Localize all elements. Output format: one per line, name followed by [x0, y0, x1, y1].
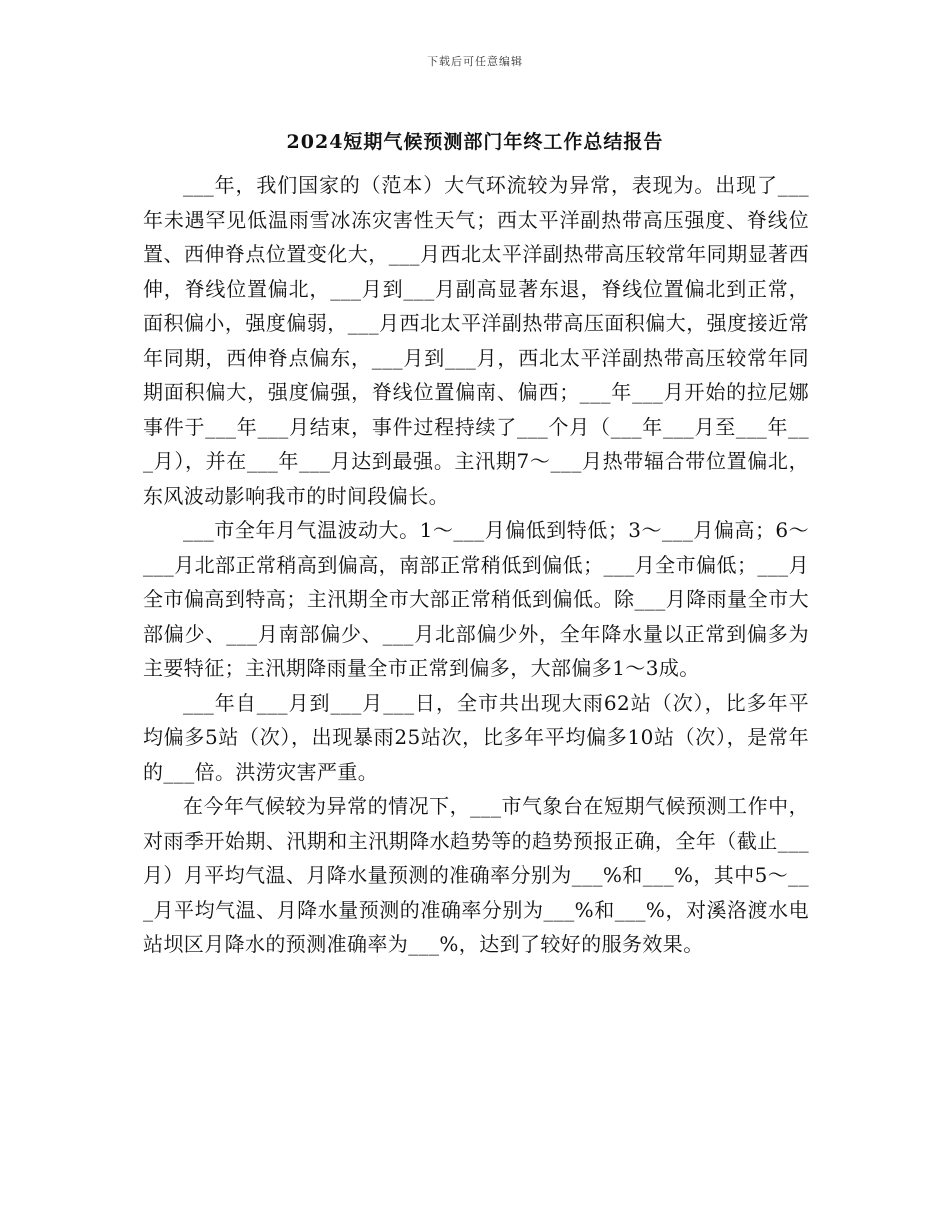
document-body — [143, 168, 809, 962]
header-note: 下载后可任意编辑 — [427, 55, 523, 68]
paragraph-forecast-accuracy: 在今年气候较为异常的情况下，___市气象台在短期气候预测工作中，对雨季开始期、汛期和主汛期降水趋势等的趋势预报正确，全年（截止___月）月平均气温、月降水量预测的准确率分别为___%和___%，其中5～___月平均气温、月降水量预测的准确率分别为___%和___%，对溪洛渡水电站坝区月降水的预测准确率为___%，达到了较好的服务效果。 — [143, 794, 809, 956]
paragraph-temperature-precipitation: ___市全年月气温波动大。1～___月偏低到特低；3～___月偏高；6～___月北部正常稍高到偏高，南部正常稍低到偏低；___月全市偏低；___月全市偏高到特高；主汛期全市大部正常稍低到偏低。除___月降雨量全市大部偏少、___月南部偏少、___月北部偏少外，全年降水量以正常到偏多为主要特征；主汛期降雨量全市正常到偏多，大部偏多1～3成。 — [143, 518, 809, 680]
document-title: 2024短期气候预测部门年终工作总结报告 — [286, 131, 664, 153]
paragraph-heavy-rain: ___年自___月到___月___日，全市共出现大雨62站（次），比多年平均偏多5站（次），出现暴雨25站次，比多年平均偏多10站（次），是常年的___倍。洪涝灾害严重。 — [143, 690, 809, 784]
paragraph-climate-circulation: ___年，我们国家的（范本）大气环流较为异常，表现为。出现了___年未遇罕见低温雨雪冰冻灾害性天气；西太平洋副热带高压强度、脊线位置、西伸脊点位置变化大，___月西北太平洋副热带高压较常年同期显著西伸，脊线位置偏北，___月到___月副高显著东退，脊线位置偏北到正常，面积偏小，强度偏弱，___月西北太平洋副热带高压面积偏大，强度接近常年同期，西伸脊点偏东，___月到___月，西北太平洋副热带高压较常年同期面积偏大，强度偏强，脊线位置偏南、偏西；___年___月开始的拉尼娜事件于___年___月结束，事件过程持续了___个月（___年___月至___年___月），并在___年___月达到最强。主汛期7～___月热带辐合带位置偏北，东风波动影响我市的时间段偏长。 — [143, 173, 809, 508]
